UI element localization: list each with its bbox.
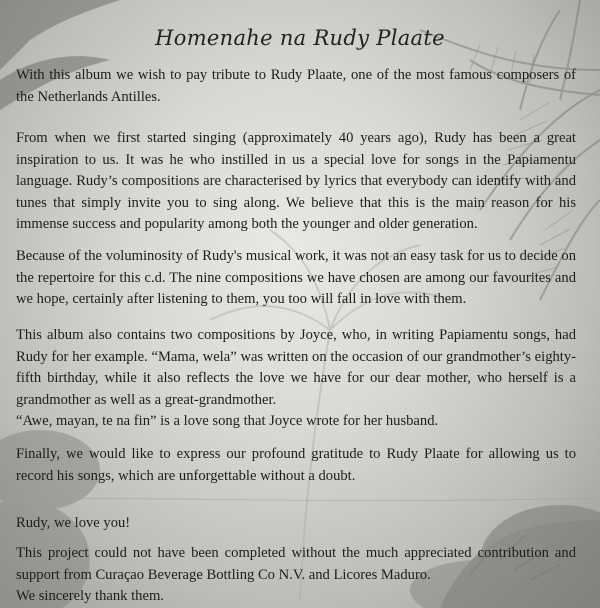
paragraph-inspiration [16,128,576,236]
text-line: “Awe, mayan, te na fin” is a love song that Joyce wrote for her husband. [16,413,439,429]
paragraph-acknowledgements [16,543,576,608]
paragraph-love-note [16,513,576,535]
text-line: tunes that simply invite you to sing along. We believe that this is the main reason for his [16,194,576,211]
text-line: record his songs, which are unforgettable without a doubt. [16,467,356,484]
text-line: From when we first started singing (approximately 40 years ago), Rudy has been a great [16,130,576,146]
paragraph-joyce-compositions [16,325,576,433]
text-line: This project could not have been completed without the much appreciated contribution and [16,545,576,561]
text-line: We sincerely thank them. [16,588,164,604]
page-title: Homenahe na Rudy Plaate [155,26,445,50]
text-line: With this album we wish to pay tribute to Rudy Plaate, one of the most famous composers of [16,67,576,83]
text-line: the repertoire for this c.d. The nine compositions we have chosen are among our favourites and [16,269,576,286]
text-line: grandmother as well as a great-grandmother. [16,391,277,408]
text-line: immense success and popularity among both the younger and older generation. [16,216,478,232]
text-line: support from Curaçao Beverage Bottling Co N.V. and Licores Maduro. [16,566,431,583]
text-line: fifth birthday, while it also reflects the love we have for our dear mother, who herself is a [16,370,576,386]
text-line: This album also contains two compositions by Joyce, who, in writing Papiamentu songs, had [16,327,576,343]
text-line: Rudy for her example. “Mama, wela” was written on the occasion of our grandmother’s eighty- [16,348,576,365]
text-line: we hope, certainly after listening to them, you too will fall in love with them. [16,291,467,307]
text-line: inspiration to us. It was he who instilled in us a special love for songs in the Papiamentu [16,151,576,168]
text-line: Rudy, we love you! [16,515,131,531]
text-line: the Netherlands Antilles. [16,88,161,105]
paragraph-gratitude [16,444,576,487]
text-line: Because of the voluminosity of Rudy's musical work, it was not an easy task for us to decide on [16,248,576,264]
text-line: Finally, we would like to express our profound gratitude to Rudy Plaate for allowing us to [16,446,576,462]
paragraph-repertoire [16,246,576,311]
text-line: language. Rudy’s compositions are characterised by lyrics that everybody can identify with and [16,173,576,189]
paragraph-intro [16,65,576,108]
